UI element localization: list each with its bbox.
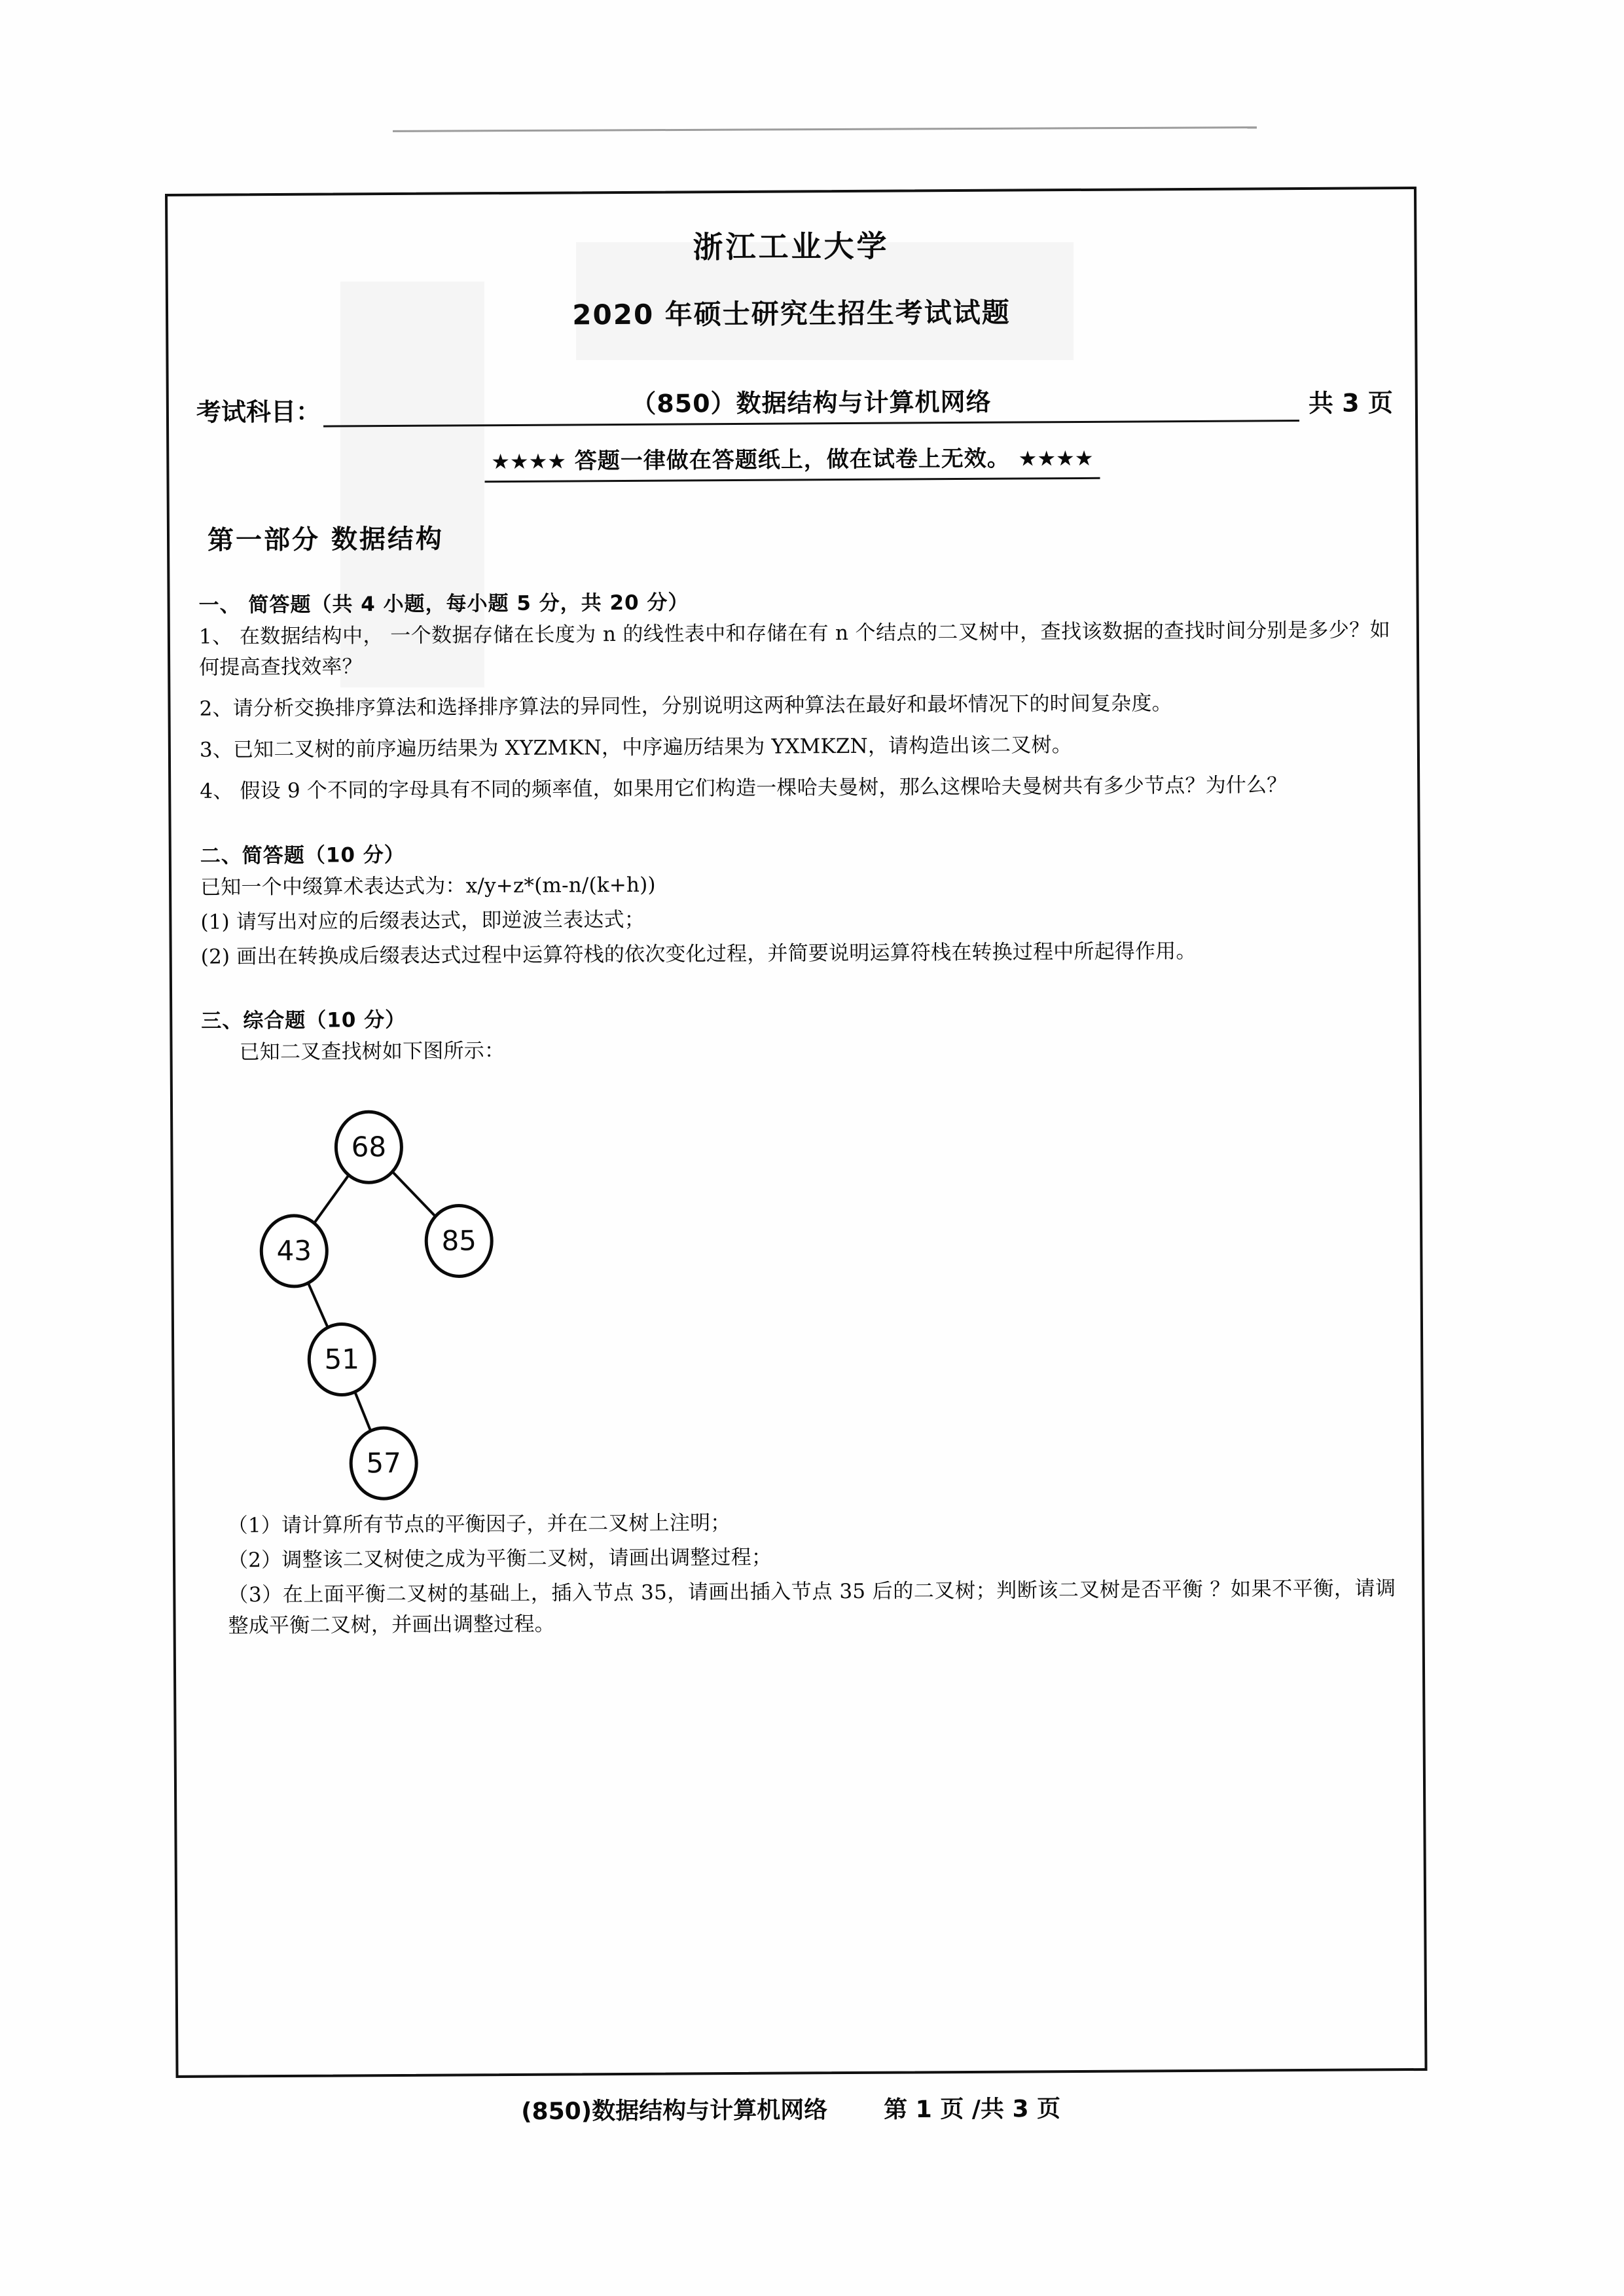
tree-node [426, 1205, 492, 1277]
tree-edge [307, 1281, 329, 1329]
tree-node-label: 57 [366, 1446, 402, 1480]
scan-edge-artifact [393, 126, 1257, 132]
question-item: 4、 假设 9 个不同的字母具有不同的频率值，如果用它们构造一棵哈夫曼树，那么这棵哈夫曼树共有多少节点？为什么？ [200, 773, 1288, 804]
subject-label: 考试科目： [196, 397, 321, 427]
question-item: 2、请分析交换排序算法和选择排序算法的异同性，分别说明这两种算法在最好和最坏情况下的时间复杂度。 [199, 691, 1172, 721]
star-decoration-left: ★★★★ [491, 448, 567, 475]
tree-node-label: 68 [351, 1131, 387, 1163]
total-pages-note: 共 3 页 [1308, 388, 1393, 418]
answer-notice-text: 答题一律做在答题纸上，做在试卷上无效。 [574, 445, 1010, 475]
section-two-item: (2) 画出在转换成后缀表达式过程中运算符栈的依次变化过程，并简要说明运算符栈在转换过程中所起得作用。 [200, 939, 1197, 969]
answer-notice-inner [484, 440, 1100, 483]
section-two-item: (1) 请写出对应的后缀表达式，即逆波兰表达式； [200, 907, 645, 934]
binary-search-tree-figure [202, 1068, 1396, 1506]
footer-page-number: 第 1 页 /共 3 页 [884, 2095, 1061, 2124]
section-three-heading: 三、综合题（10 分） [201, 1008, 406, 1033]
footer-subject: (850)数据结构与计算机网络 [521, 2096, 828, 2126]
tree-node [351, 1428, 417, 1499]
exam-title: 2020 年硕士研究生招生考试试题 [572, 296, 1011, 331]
exam-body [170, 513, 1422, 1642]
tree-node-label: 43 [276, 1234, 312, 1267]
tree-edge [391, 1171, 436, 1218]
section-three-item: （3）在上面平衡二叉树的基础上，插入节点 35，请画出插入节点 35 后的二叉树；判断该二叉树是否平衡 ？如果不平衡，请调整成平衡二叉树，并画出调整过程。 [228, 1576, 1396, 1638]
tree-edge [354, 1390, 372, 1433]
subject-value-underline [323, 380, 1299, 428]
tree-node-label: 51 [324, 1343, 360, 1376]
question-item: 1、 在数据结构中， 一个数据存储在长度为 n 的线性表中和存储在有 n 个结点的二叉树中，查找该数据的查找时间分别是多少？如何提高查找效率？ [198, 618, 1390, 680]
subject-value: （850）数据结构与计算机网络 [631, 387, 992, 418]
part-one-heading: 第一部分 数据结构 [207, 524, 444, 556]
university-name: 浙江工业大学 [693, 228, 890, 265]
tree-node [336, 1112, 402, 1183]
section-three-lead: 已知二叉查找树如下图所示： [239, 1038, 505, 1065]
section-two-lead: 已知一个中缀算术表达式为：x/y+z*(m-n/(k+h)) [200, 873, 656, 900]
subject-line [169, 379, 1415, 428]
section-two-heading: 二、简答题（10 分） [200, 843, 405, 868]
exam-content [168, 189, 1424, 2075]
tree-svg [202, 1072, 702, 1506]
section-three-item: （1）请计算所有节点的平衡因子，并在二叉树上注明； [227, 1511, 731, 1538]
exam-page-border [165, 187, 1428, 2078]
tree-edge [313, 1174, 350, 1224]
tree-node-label: 85 [441, 1224, 477, 1257]
question-item: 3、已知二叉树的前序遍历结果为 XYZMKN，中序遍历结果为 YXMKZN，请构造出该二叉树。 [199, 733, 1073, 763]
section-one-heading: 一、 简答题（共 4 小题，每小题 5 分，共 20 分） [198, 591, 689, 617]
answer-notice [169, 438, 1415, 484]
page-footer [165, 2088, 1416, 2128]
tree-node [261, 1216, 327, 1287]
star-decoration-right: ★★★★ [1018, 445, 1094, 471]
tree-node [309, 1324, 375, 1395]
section-three-item: （2）调整该二叉树使之成为平衡二叉树，请画出调整过程； [227, 1545, 772, 1573]
